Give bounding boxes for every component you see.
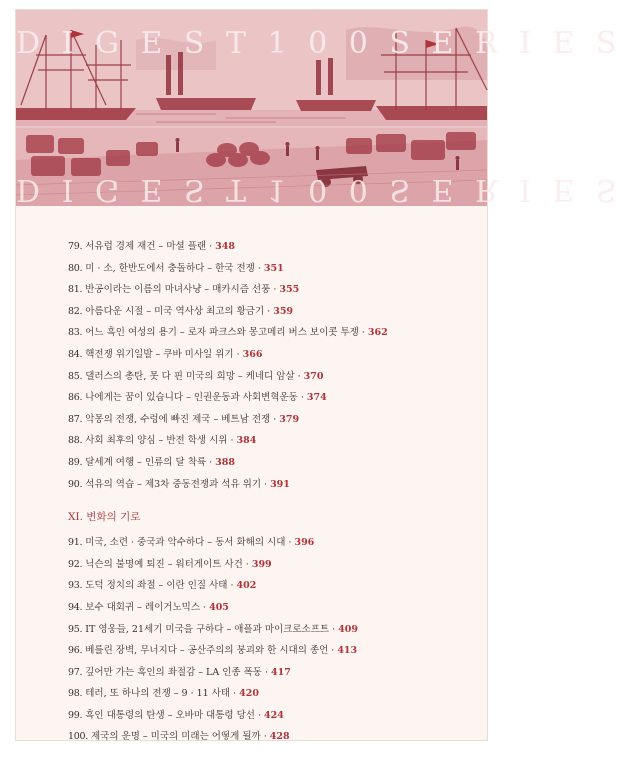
- toc-entry-title: 어느 흑인 여성의 용기 – 로자 파크스와 몽고메리 버스 보이콧 투쟁: [85, 327, 359, 339]
- toc-dot-separator: ·: [230, 688, 240, 700]
- toc-entry-title: 핵전쟁 위기일발 – 쿠바 미사일 위기: [85, 348, 234, 360]
- toc-dot-separator: ·: [254, 709, 265, 721]
- toc-entry-page: 428: [269, 731, 290, 743]
- toc-dot-separator: ·: [242, 558, 252, 570]
- toc-entry-page: 405: [209, 601, 229, 613]
- toc-entry-number: 92.: [68, 558, 83, 570]
- toc-entry-title: 나에게는 꿈이 있습니다 – 인권운동과 사회변혁운동: [85, 392, 298, 404]
- section-heading: XI. 변화의 기로: [68, 511, 141, 524]
- toc-entry: [68, 554, 468, 576]
- toc-list-section-xi: [68, 532, 468, 748]
- toc-entry: [68, 726, 468, 748]
- toc-dot-separator: ·: [358, 327, 368, 339]
- toc-dot-separator: ·: [206, 241, 216, 252]
- toc-entry: [68, 597, 468, 619]
- toc-dot-separator: ·: [200, 601, 210, 613]
- toc-entry-title: 댈러스의 총탄, 못 다 핀 미국의 희망 – 케네디 암살: [85, 370, 295, 382]
- toc-entry-title: 보수 대회귀 – 레이거노믹스: [85, 601, 201, 613]
- toc-dot-separator: ·: [294, 370, 304, 382]
- toc-entry-number: 89.: [68, 456, 83, 468]
- toc-entry: [68, 474, 468, 496]
- toc-entry: [68, 452, 468, 474]
- table-of-contents: [68, 236, 468, 748]
- toc-entry-page: 420: [239, 688, 260, 700]
- toc-entry: [68, 683, 468, 705]
- toc-entry: [68, 640, 468, 662]
- toc-entry-number: 80.: [68, 262, 83, 274]
- toc-entry: [68, 575, 468, 597]
- book-page: [15, 9, 622, 743]
- toc-entry-number: 93.: [68, 580, 83, 592]
- toc-entry-title: 사회 최후의 양심 – 반전 학생 시위: [85, 435, 228, 447]
- toc-entry-page: 413: [337, 645, 358, 657]
- toc-dot-separator: ·: [261, 666, 272, 678]
- toc-entry-number: 95.: [68, 623, 83, 635]
- toc-entry-page: 402: [236, 580, 257, 592]
- toc-dot-separator: ·: [261, 478, 271, 490]
- toc-entry-page: 359: [273, 305, 294, 317]
- toc-entry-page: 417: [271, 666, 291, 678]
- toc-entry: [68, 258, 468, 280]
- toc-dot-separator: ·: [329, 623, 339, 635]
- toc-entry: [68, 619, 468, 641]
- toc-entry-number: 87.: [68, 413, 83, 425]
- toc-entry: [68, 705, 468, 727]
- toc-entry-title: 닉슨의 불명예 퇴진 – 워터게이트 사건: [85, 558, 243, 570]
- toc-entry-number: 83.: [68, 327, 83, 339]
- toc-entry-number: 84.: [68, 348, 83, 360]
- toc-entry: [68, 322, 468, 344]
- toc-entry: [68, 532, 468, 554]
- toc-entry-page: 379: [279, 413, 300, 425]
- toc-entry-page: 424: [264, 709, 284, 721]
- toc-entry-number: 81.: [68, 284, 83, 296]
- toc-dot-separator: ·: [206, 456, 216, 468]
- toc-entry-title: 석유의 역습 – 제3차 중동전쟁과 석유 위기: [85, 478, 261, 490]
- toc-dot-separator: ·: [227, 435, 237, 447]
- toc-entry-number: 82.: [68, 305, 83, 317]
- toc-dot-separator: ·: [254, 262, 264, 274]
- toc-entry-number: 100.: [68, 731, 88, 743]
- toc-entry-title: 베를린 장벽, 무너지다 – 공산주의의 붕괴와 한 시대의 종언: [85, 645, 329, 657]
- toc-entry-title: 깊어만 가는 흑인의 좌절감 – LA 인종 폭동: [85, 666, 262, 678]
- toc-dot-separator: ·: [233, 348, 243, 360]
- toc-entry: [68, 236, 468, 258]
- toc-entry-title: 아름다운 시절 – 미국 역사상 최고의 황금기: [85, 305, 265, 317]
- toc-entry: [68, 301, 468, 323]
- toc-entry-number: 94.: [68, 601, 83, 613]
- toc-entry-title: 제국의 운명 – 미국의 미래는 어떻게 될까: [90, 731, 261, 743]
- series-title-top: D I G E S T 1 0 0 S E R I E S: [16, 26, 622, 61]
- toc-entry-page: 362: [367, 327, 388, 339]
- toc-entry-page: 355: [279, 284, 300, 296]
- toc-entry: [68, 430, 468, 452]
- toc-entry: [68, 344, 468, 366]
- toc-entry-page: 384: [236, 435, 257, 447]
- toc-entry-title: IT 영웅들, 21세기 미국을 구하다 – 애플과 마이크로소프트: [85, 623, 330, 635]
- toc-entry: [68, 279, 468, 301]
- toc-entry-title: 악몽의 전쟁, 수렁에 빠진 제국 – 베트남 전쟁: [85, 413, 271, 425]
- toc-dot-separator: ·: [285, 537, 295, 549]
- toc-dot-separator: ·: [264, 305, 274, 317]
- toc-entry-page: 388: [215, 456, 235, 468]
- toc-entry-title: 도덕 정치의 좌절 – 이란 인질 사태: [85, 580, 228, 592]
- toc-entry-number: 88.: [68, 435, 83, 447]
- toc-entry-page: 409: [338, 623, 358, 635]
- toc-entry: [68, 387, 468, 409]
- toc-entry-page: 396: [294, 537, 315, 549]
- toc-entry-page: 370: [303, 370, 324, 382]
- toc-entry-page: 351: [263, 262, 284, 274]
- toc-entry-page: 366: [242, 348, 263, 360]
- toc-entry-page: 374: [306, 392, 327, 404]
- toc-entry-number: 98.: [68, 688, 83, 700]
- toc-entry-number: 79.: [68, 241, 83, 252]
- toc-entry-title: 흑인 대통령의 탄생 – 오바마 대통령 당선: [85, 709, 255, 721]
- series-title-mirrored: D I G E S T 1 0 0 S E R I E S: [16, 172, 622, 207]
- toc-dot-separator: ·: [260, 731, 270, 743]
- toc-entry-title: 달세계 여행 – 인류의 달 착륙: [85, 456, 207, 468]
- toc-entry-page: 391: [270, 478, 290, 490]
- toc-entry-title: 미국, 소련 · 중국과 악수하다 – 동서 화해의 시대: [85, 537, 286, 549]
- toc-entry-title: 테러, 또 하나의 전쟁 – 9 · 11 사태: [85, 688, 231, 700]
- toc-entry-title: 미 · 소, 한반도에서 충돌하다 – 한국 전쟁: [85, 262, 255, 274]
- toc-entry: [68, 662, 468, 684]
- toc-dot-separator: ·: [297, 392, 307, 404]
- toc-entry-number: 99.: [68, 709, 83, 721]
- toc-dot-separator: ·: [227, 580, 237, 592]
- toc-entry: [68, 409, 468, 431]
- toc-entry-number: 86.: [68, 392, 83, 404]
- toc-entry-title: 서유럽 경제 재건 – 마셜 플랜: [85, 241, 207, 252]
- toc-entry-page: 348: [215, 241, 235, 252]
- toc-entry-number: 91.: [68, 537, 83, 549]
- toc-entry-number: 97.: [68, 666, 83, 678]
- toc-list-section-x: [68, 236, 468, 495]
- toc-dot-separator: ·: [270, 413, 280, 425]
- toc-entry-page: 399: [251, 558, 272, 570]
- toc-entry: [68, 366, 468, 388]
- toc-entry-title: 반공이라는 이름의 마녀사냥 – 매카시즘 선풍: [85, 284, 271, 296]
- toc-dot-separator: ·: [270, 284, 280, 296]
- toc-entry-number: 85.: [68, 370, 83, 382]
- toc-dot-separator: ·: [328, 645, 338, 657]
- toc-entry-number: 96.: [68, 645, 83, 657]
- harbor-illustration-banner: [16, 10, 622, 207]
- toc-entry-number: 90.: [68, 478, 83, 490]
